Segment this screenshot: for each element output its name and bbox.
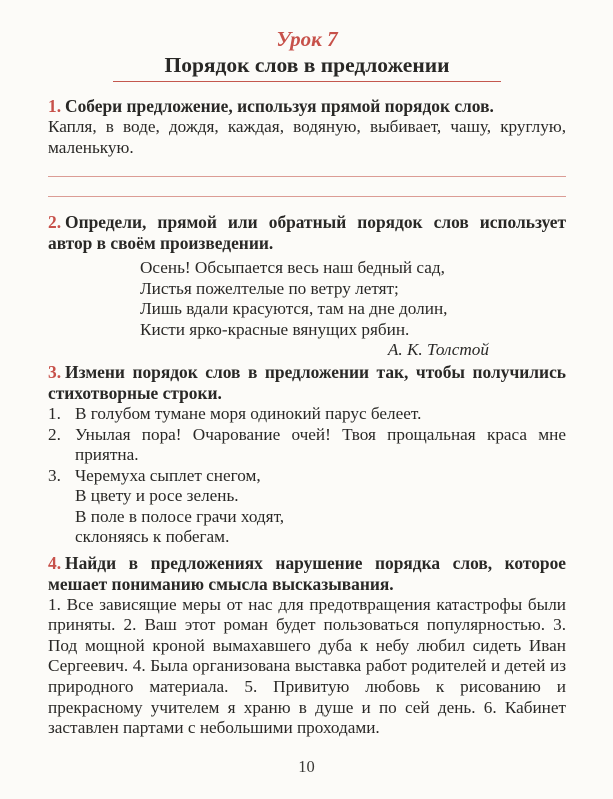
exercise-1-body: Капля, в воде, дождя, каждая, водяную, выбивает, чашу, круглую, маленькую.: [48, 117, 566, 157]
exercise-1-number: 1.: [48, 96, 62, 116]
verse-line: Черемуха сыплет снегом,: [75, 465, 261, 485]
title-underline: [113, 81, 501, 82]
item-text: Унылая пора! Очарование очей! Твоя прощальная краса мне приятна.: [75, 424, 566, 465]
page-title: Порядок слов в предложении: [164, 53, 450, 77]
item-number: 2.: [48, 424, 61, 444]
exercise-3-task-text: Измени порядок слов в предложении так, чтобы получились стихотворные строки.: [48, 362, 566, 404]
exercise-4-task: [48, 553, 566, 595]
exercise-3-number: 3.: [48, 362, 62, 383]
list-item: [48, 466, 566, 548]
item-text: В голубом тумане моря одинокий парус белеет.: [75, 404, 422, 424]
exercise-3-items: [48, 404, 566, 548]
exercise-1-task-text: Собери предложение, используя прямой порядок слов.: [65, 96, 494, 116]
item-text: [75, 466, 566, 548]
list-item: [48, 404, 566, 425]
poem: [48, 258, 566, 340]
answer-line: [48, 158, 566, 177]
exercise-1-task: [48, 96, 566, 117]
answer-line: [48, 177, 566, 197]
poem-line: Лишь вдали красуются, там на дне долин,: [140, 299, 448, 319]
lesson-label: Урок 7: [276, 27, 338, 51]
list-item: [48, 425, 566, 466]
poem-line: Осень! Обсыпается весь наш бедный сад,: [140, 258, 445, 278]
poem-line: Кисти ярко-красные вянущих рябин.: [140, 319, 410, 339]
poem-author: А. К. Толстой: [387, 340, 489, 360]
exercise-3-task: [48, 362, 566, 404]
poem-line: Листья пожелтелые по ветру летят;: [140, 278, 399, 298]
verse-line: В цвету и росе зелень.: [75, 486, 239, 506]
exercise-2-number: 2.: [48, 212, 62, 233]
verse-line: склоняясь к побегам.: [75, 527, 230, 547]
exercise-4-body: 1. Все зависящие меры от нас для предотвращения катастрофы были приняты. 2. Ваш этот роман будет пользоваться популярностью. 3. Под мощной кроной вымахавшего дуба к небу любил сидеть Иван Сергеевич. 4. Была организована выставка работ родителей и детей из природного материала. 5. Привитую любовь к рисованию и прекрасному учителем я храню в душе и по сей день. 6. Кабинет заставлен партами с небольшими проходами.: [48, 594, 566, 738]
exercise-2-task: [48, 212, 566, 254]
exercise-2-task-text: Определи, прямой или обратный порядок слов использует автор в своём произведении.: [48, 212, 566, 254]
verse-line: В поле в полосе грачи ходят,: [75, 506, 285, 526]
item-number: 1.: [48, 404, 61, 424]
page-number: 10: [298, 757, 315, 776]
exercise-4-task-text: Найди в предложениях нарушение порядка слов, которое мешает пониманию смысла высказывания.: [48, 552, 566, 594]
item-number: 3.: [48, 465, 61, 485]
exercise-4-number: 4.: [48, 552, 62, 573]
